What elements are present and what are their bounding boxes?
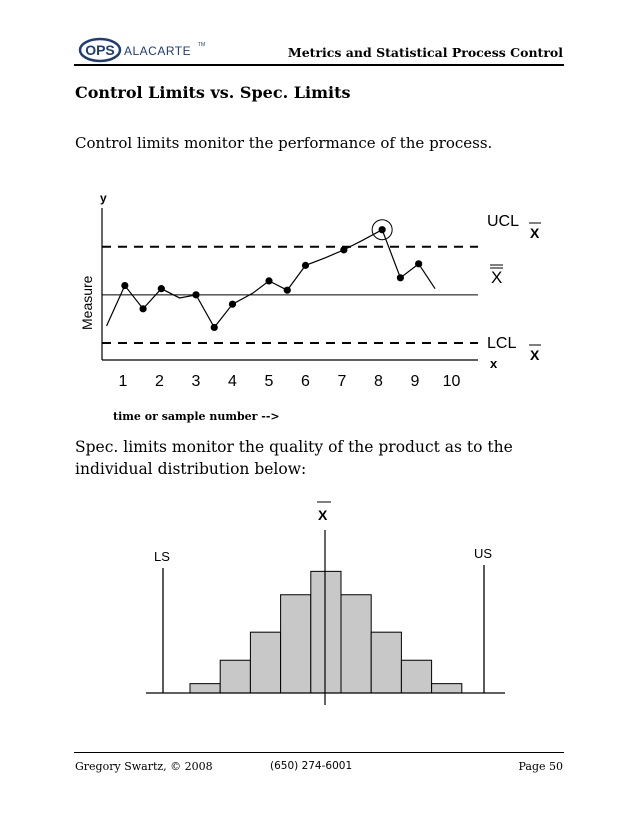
histogram-bar [371, 632, 401, 693]
footer-phone: (650) 274-6001 [270, 760, 353, 772]
data-point [340, 246, 347, 253]
control-chart [0, 180, 638, 430]
data-point [379, 226, 386, 233]
lower-spec-label: LS [154, 549, 170, 564]
page-heading: Control Limits vs. Spec. Limits [75, 83, 351, 102]
x-tick-label: 7 [337, 373, 347, 390]
data-point [397, 274, 404, 281]
data-point [284, 287, 291, 294]
lcl-label: LCL [487, 335, 517, 352]
logo-ops-text: OPS [85, 42, 115, 58]
paragraph-control-limits: Control limits monitor the performance of the process. [75, 134, 493, 152]
x-tick-label: 1 [118, 373, 128, 390]
data-point [158, 285, 165, 292]
paragraph-spec-limits: Spec. limits monitor the quality of the product as to the individual distribution below: [75, 438, 513, 478]
x-tick-label: 4 [228, 373, 237, 390]
footer-page-number: Page 50 [518, 760, 563, 773]
logo-brand-text: ALACARTE [124, 44, 192, 58]
data-point [265, 277, 272, 284]
x-tick-label: 10 [442, 373, 461, 390]
data-point [211, 324, 218, 331]
logo-tm-text: TM [198, 42, 206, 48]
header-divider [74, 64, 564, 66]
upper-spec-label: US [474, 546, 493, 561]
ucl-xbar-label: X [530, 225, 540, 241]
histogram-bar [250, 632, 280, 693]
x-axis-letter: x [490, 356, 498, 371]
ops-alacarte-logo [78, 37, 228, 63]
header-title: Metrics and Statistical Process Control [287, 45, 563, 60]
histogram-bar [432, 684, 462, 693]
x-tick-label: 5 [264, 373, 274, 390]
data-point [415, 260, 422, 267]
data-point [229, 301, 236, 308]
histogram-bars [190, 571, 462, 693]
histogram-bar [311, 571, 341, 693]
data-points [121, 220, 422, 331]
distribution-histogram [0, 490, 638, 720]
x-tick-label: 2 [155, 373, 164, 390]
lcl-xbar-label: X [530, 347, 540, 363]
histogram-bar [281, 595, 311, 693]
x-tick-labels [119, 373, 461, 390]
x-tick-label: 6 [301, 373, 310, 390]
histogram-bar [190, 684, 220, 693]
y-axis-label: Measure [79, 275, 95, 330]
histogram-bar [220, 660, 250, 693]
x-tick-label: 9 [410, 373, 420, 390]
data-point [192, 291, 199, 298]
y-axis-letter: y [100, 191, 107, 205]
mean-label: X [318, 507, 328, 523]
histogram-bar [341, 595, 371, 693]
data-point [121, 282, 128, 289]
footer-divider [74, 752, 564, 753]
x-axis-label: time or sample number --> [113, 410, 280, 423]
data-point [139, 305, 146, 312]
x-tick-label: 3 [191, 373, 201, 390]
footer-author: Gregory Swartz, © 2008 [75, 760, 213, 773]
x-tick-label: 8 [374, 373, 383, 390]
ucl-label: UCL [487, 213, 520, 230]
histogram-bar [401, 660, 431, 693]
data-point [302, 262, 309, 269]
center-label: X [491, 268, 503, 287]
